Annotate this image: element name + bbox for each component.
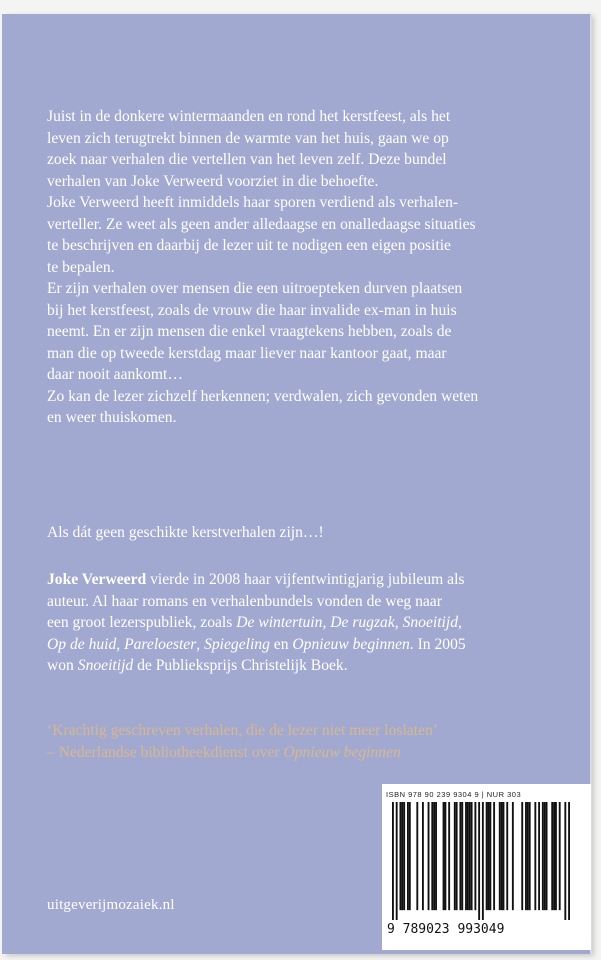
tagline — [47, 522, 567, 544]
barcode-bar — [553, 802, 555, 910]
blurb-line: zoek naar verhalen die vertellen van het leven zelf. Deze bundel — [47, 151, 447, 168]
review-quote-text: ‘Krachtig geschreven verhalen, die de lezer niet meer loslaten’ — [47, 722, 438, 739]
barcode-bar — [486, 802, 488, 910]
barcode-bar — [482, 802, 484, 920]
blurb-line: Er zijn verhalen over mensen die een uitroepteken durven plaatsen — [47, 280, 463, 297]
barcode-bar — [559, 802, 561, 910]
barcode-bar — [555, 802, 557, 910]
book-title: Snoeitijd — [402, 614, 459, 631]
book-title: Spiegeling — [204, 635, 270, 653]
book-title: Snoeitijd — [77, 657, 134, 674]
book-title: De rugzak — [330, 614, 395, 631]
author-bio — [47, 569, 567, 677]
blurb — [47, 106, 567, 429]
barcode-bar — [503, 802, 505, 910]
barcode-bar — [454, 802, 456, 910]
barcode-bar — [546, 802, 548, 910]
barcode-bar — [529, 802, 531, 910]
barcode-bar — [448, 802, 450, 910]
barcode-bar — [399, 802, 401, 910]
blurb-line: bij het kerstfeest, zoals de vrouw die haar invalide ex-man in huis — [47, 301, 457, 319]
blurb-line: te bepalen. — [47, 258, 115, 276]
blurb-line: en weer thuiskomen. — [47, 409, 177, 426]
author-name: Joke Verweerd — [47, 571, 147, 588]
review-source: – Nederlandse bibliotheekdienst over Opnieuw beginnen — [47, 743, 401, 761]
barcode-digits: 9 789023 993049 — [387, 922, 505, 937]
barcode-bar — [488, 802, 490, 910]
barcode-bar — [469, 802, 471, 910]
author-bio-line: auteur. Al haar romans en verhalenbundels vonden de weg naar — [47, 592, 442, 610]
barcode-bar — [401, 802, 403, 910]
blurb-line: Zo kan de lezer zichzelf herkennen; verdwalen, zich gevonden weten — [47, 387, 479, 405]
blurb-line: leven zich terugtrekt binnen de warmte van het huis, gaan we op — [47, 129, 449, 147]
barcode-bar — [471, 802, 473, 910]
barcode-bar — [489, 802, 491, 910]
author-bio-line: een groot lezerspubliek, zoals De wintertuin, De rugzak, Snoeitijd, — [47, 614, 462, 631]
barcode-bar — [422, 802, 424, 910]
author-bio-line: won Snoeitijd de Publieksprijs Christelijk Boek. — [47, 657, 348, 674]
barcode-bar — [443, 802, 445, 910]
barcode-bar — [542, 802, 544, 910]
barcode-bar — [409, 802, 411, 910]
barcode-bar — [465, 802, 467, 910]
barcode-bar — [499, 802, 501, 910]
barcode-bar — [478, 802, 480, 920]
barcode-bar — [474, 802, 476, 910]
barcode-bar — [392, 802, 394, 920]
barcode-bar — [506, 802, 508, 910]
blurb-line: neemt. En er zijn mensen die enkel vraagtekens hebben, zoals de — [47, 323, 452, 340]
barcode-bar — [568, 802, 570, 920]
back-cover — [2, 14, 590, 954]
barcode-bar — [512, 802, 514, 910]
barcode-bar — [538, 802, 540, 910]
isbn-barcode-box — [382, 784, 591, 950]
barcode-bar — [444, 802, 446, 910]
barcode-bar — [493, 802, 495, 910]
blurb-line: man die op tweede kerstdag maar liever naar kantoor gaat, maar — [47, 344, 447, 362]
tagline-text: Als dát geen geschikte kerstverhalen zijn…! — [47, 524, 324, 541]
barcode-bar — [521, 802, 523, 910]
publisher-website: uitgeverijmozaiek.nl — [47, 897, 175, 913]
barcode-bar — [433, 802, 435, 910]
barcode-bar — [527, 802, 529, 910]
barcode-bar — [467, 802, 469, 910]
barcode-bar — [544, 802, 546, 910]
blurb-line: daar nooit aankomt… — [47, 366, 183, 383]
barcode-bar — [525, 802, 527, 910]
barcode-bar — [396, 802, 398, 920]
barcode-bar — [407, 802, 409, 910]
blurb-line: verteller. Ze weet als geen ander alledaagse en onalledaagse situaties — [47, 215, 476, 233]
barcode-bar — [456, 802, 458, 910]
blurb-line: Juist in de donkere wintermaanden en rond het kerstfeest, als het — [47, 108, 451, 125]
review-quote — [47, 720, 567, 763]
barcode — [392, 802, 570, 920]
barcode-bar — [564, 802, 566, 920]
isbn-label: ISBN 978 90 239 9304 9 | NUR 303 — [386, 790, 522, 799]
author-bio-line: Op de huid, Pareloester, Spiegeling en Opnieuw beginnen. In 2005 — [47, 635, 466, 653]
barcode-bar — [431, 802, 433, 910]
barcode-bar — [416, 802, 418, 910]
blurb-line: Joke Verweerd heeft inmiddels haar sporen verdiend als verhalen- — [47, 194, 459, 211]
barcode-bar — [501, 802, 503, 910]
book-title: Opnieuw beginnen — [292, 635, 410, 653]
barcode-bar — [403, 802, 405, 910]
author-bio-line: Joke Verweerd vierde in 2008 haar vijfentwintigjarig jubileum als — [47, 571, 465, 588]
barcode-bar — [428, 802, 430, 910]
book-title: Opnieuw beginnen — [283, 743, 401, 761]
barcode-bar — [459, 802, 461, 910]
barcode-bar — [461, 802, 463, 910]
blurb-line: te beschrijven en daarbij de lezer uit te nodigen een eigen positie — [47, 237, 451, 254]
barcode-bar — [551, 802, 553, 910]
book-title: Pareloester — [124, 635, 197, 653]
barcode-bar — [534, 802, 536, 910]
book-title: Op de huid — [47, 635, 117, 653]
barcode-bar — [435, 802, 437, 910]
book-title: De wintertuin — [236, 614, 323, 631]
blurb-line: verhalen van Joke Verweerd voorziet in die behoefte. — [47, 172, 379, 190]
